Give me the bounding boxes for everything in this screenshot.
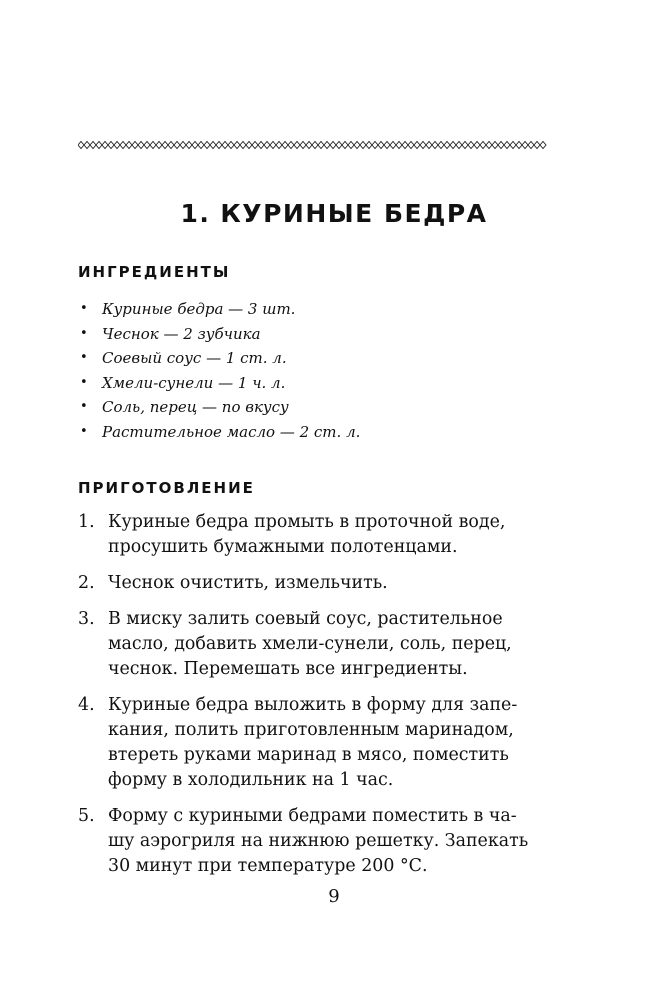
bullet-icon: • (80, 423, 88, 439)
divider-diamond (516, 142, 522, 149)
divider-diamond (168, 142, 174, 149)
divider-diamond (240, 142, 246, 149)
divider-diamond (360, 142, 366, 149)
divider-diamond (534, 142, 540, 149)
divider-diamond (150, 142, 156, 149)
divider-diamond (330, 142, 336, 149)
divider-diamond (90, 142, 96, 149)
ingredients-heading: ИНГРЕДИЕНТЫ (78, 263, 231, 281)
divider-diamond (156, 142, 162, 149)
divider-diamond (198, 142, 204, 149)
preparation-steps (78, 510, 558, 890)
divider-diamond (144, 142, 150, 149)
divider-diamond (510, 142, 516, 149)
divider-diamond (114, 142, 120, 149)
recipe-title-text: КУРИНЫЕ БЕДРА (220, 199, 488, 228)
bullet-icon: • (80, 399, 88, 415)
divider-diamond (252, 142, 258, 149)
decorative-divider (78, 140, 548, 150)
ingredient-item: • Хмели-сунели — 1 ч. л. (78, 371, 360, 396)
bullet-icon: • (80, 350, 88, 366)
divider-diamond (276, 142, 282, 149)
step-item (78, 510, 558, 560)
bullet-icon: • (80, 374, 88, 390)
step-item (78, 804, 558, 879)
step-line: кания, полить приготовленным маринадом, (108, 720, 514, 740)
divider-diamond (354, 142, 360, 149)
divider-diamond (126, 142, 132, 149)
divider-diamond (318, 142, 324, 149)
divider-diamond (378, 142, 384, 149)
divider-diamond (120, 142, 126, 149)
divider-diamond (234, 142, 240, 149)
divider-diamond (432, 142, 438, 149)
divider-diamond (312, 142, 318, 149)
page-number: 9 (328, 886, 340, 907)
divider-diamond (186, 142, 192, 149)
divider-diamond (480, 142, 486, 149)
divider-diamond (162, 142, 168, 149)
divider-diamond (366, 142, 372, 149)
step-item (78, 607, 558, 682)
divider-diamond (138, 142, 144, 149)
step-line: шу аэрогриля на нижнюю решетку. Запекать (108, 831, 529, 851)
divider-diamond (468, 142, 474, 149)
divider-diamond (522, 142, 528, 149)
divider-diamond (474, 142, 480, 149)
divider-diamond (540, 142, 546, 149)
bullet-icon: • (80, 301, 88, 316)
divider-diamond (192, 142, 198, 149)
step-line: форму в холодильник на 1 час. (108, 770, 394, 790)
divider-diamond (264, 142, 270, 149)
divider-diamond (174, 142, 180, 149)
recipe-title (0, 196, 668, 232)
divider-diamond (492, 142, 498, 149)
ingredient-item: • Куриные бедра — 3 шт. (78, 297, 360, 322)
step-line: В миску залить соевый соус, растительное (108, 609, 503, 629)
divider-diamond (438, 142, 444, 149)
divider-diamond (210, 142, 216, 149)
step-line: чеснок. Перемешать все ингредиенты. (108, 659, 468, 679)
step-item (78, 571, 558, 596)
ingredient-item: • Растительное масло — 2 ст. л. (78, 420, 360, 445)
recipe-number: 1. (180, 199, 211, 228)
step-number: 2. (78, 573, 95, 593)
step-number: 3. (78, 609, 95, 629)
divider-diamond (390, 142, 396, 149)
divider-diamond (336, 142, 342, 149)
step-line: просушить бумажными полотенцами. (108, 537, 458, 557)
divider-diamond (486, 142, 492, 149)
divider-diamond (498, 142, 504, 149)
divider-diamond (132, 142, 138, 149)
divider-diamond (258, 142, 264, 149)
ingredient-item: • Соль, перец — по вкусу (78, 395, 360, 420)
divider-diamond (96, 142, 102, 149)
divider-diamond (306, 142, 312, 149)
step-line: Форму с куриными бедрами поместить в ча- (108, 806, 517, 826)
divider-diamond (282, 142, 288, 149)
divider-diamond (414, 142, 420, 149)
divider-diamond (504, 142, 510, 149)
divider-diamond (108, 142, 114, 149)
divider-diamond (348, 142, 354, 149)
divider-diamond (420, 142, 426, 149)
divider-diamond (288, 142, 294, 149)
divider-diamond (372, 142, 378, 149)
divider-diamond (222, 142, 228, 149)
step-line: Чеснок очистить, измельчить. (108, 573, 388, 593)
divider-diamond (204, 142, 210, 149)
step-number: 5. (78, 806, 95, 826)
divider-diamond (426, 142, 432, 149)
divider-diamond (78, 142, 84, 149)
divider-diamond (180, 142, 186, 149)
step-item (78, 693, 558, 793)
divider-diamond (384, 142, 390, 149)
step-line: масло, добавить хмели-сунели, соль, перец, (108, 634, 512, 654)
divider-diamond (270, 142, 276, 149)
divider-diamond (444, 142, 450, 149)
divider-diamond (294, 142, 300, 149)
bullet-icon: • (80, 325, 88, 341)
divider-diamond (396, 142, 402, 149)
divider-diamond (84, 142, 90, 149)
preparation-heading: ПРИГОТОВЛЕНИЕ (78, 479, 255, 497)
ingredient-item: • Чеснок — 2 зубчика (78, 322, 360, 347)
divider-diamond (300, 142, 306, 149)
divider-diamond (456, 142, 462, 149)
step-number: 4. (78, 695, 95, 715)
divider-diamond (408, 142, 414, 149)
divider-diamond (246, 142, 252, 149)
step-line: Куриные бедра выложить в форму для запе- (108, 695, 518, 715)
step-line: втереть руками маринад в мясо, поместить (108, 745, 509, 765)
divider-diamond (102, 142, 108, 149)
divider-diamond (216, 142, 222, 149)
step-line: Куриные бедра промыть в проточной воде, (108, 512, 506, 532)
step-line: 30 минут при температуре 200 °С. (108, 856, 428, 876)
divider-diamond (528, 142, 534, 149)
divider-diamond (402, 142, 408, 149)
ingredient-item: • Соевый соус — 1 ст. л. (78, 346, 360, 371)
divider-diamond (462, 142, 468, 149)
divider-diamond (450, 142, 456, 149)
divider-diamond (342, 142, 348, 149)
divider-diamond (228, 142, 234, 149)
divider-diamond (324, 142, 330, 149)
step-number: 1. (78, 512, 95, 532)
ingredients-list (78, 297, 360, 445)
